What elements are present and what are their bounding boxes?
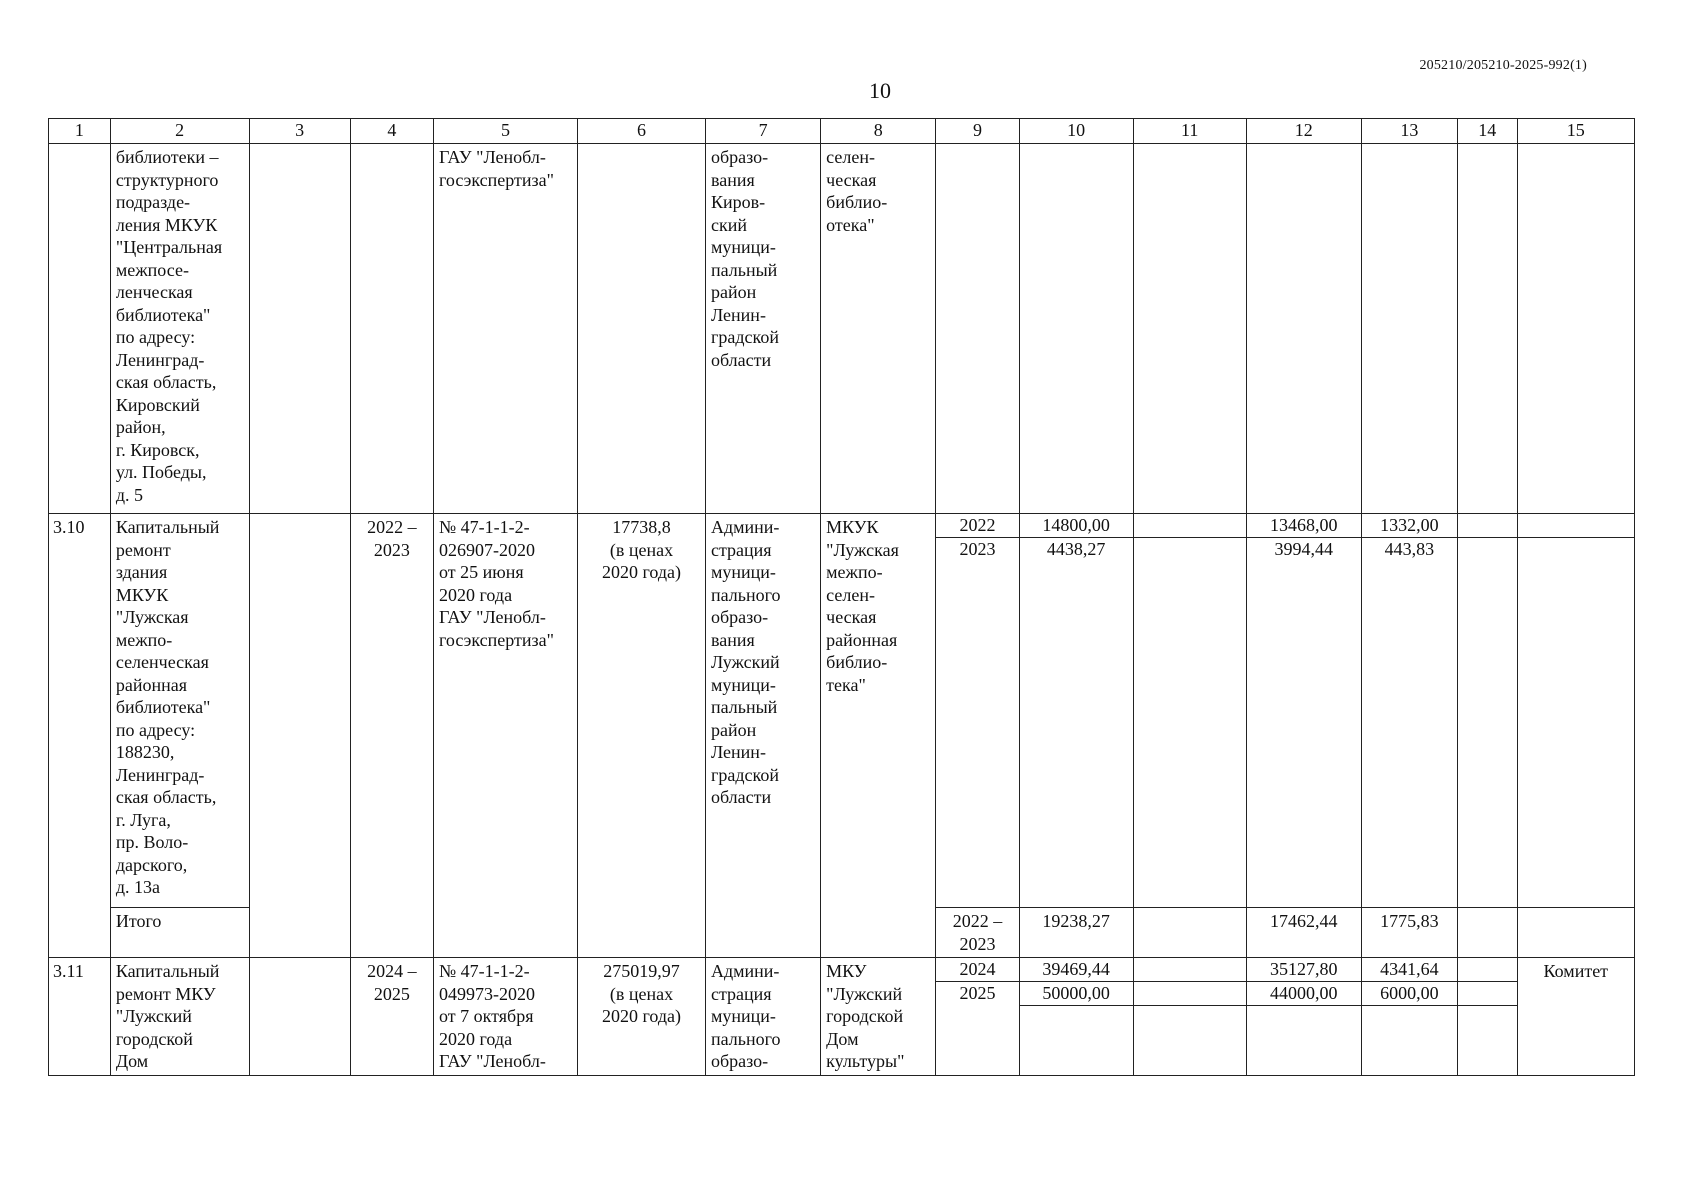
row-number: 3.10 [49,514,111,958]
empty-cell [249,958,350,1076]
col11-line [1134,958,1246,982]
row-number: 3.11 [49,958,111,1076]
program-table [48,118,1635,1076]
col12-cell [1246,958,1361,1076]
year-value: 2022 [936,514,1018,538]
column-header-14: 14 [1457,119,1517,144]
col14-cell [1457,908,1517,958]
cost-cell: 275019,97 (в ценах 2020 года) [577,958,705,1076]
col11-cell [1133,958,1246,1076]
object-name: библиотеки – структурного подразде- ления МКУК "Центральная межпосе- ленческая библиотека" по адресу: Ленинград- ская область, Кировский район, г. Кировск, ул. Победы, д. 5 [110,144,249,514]
col12-value: 44000,00 [1247,982,1361,1006]
col14-line [1458,514,1517,538]
col13-cell [1361,144,1457,514]
total-value: 50000,00 [1020,982,1133,1006]
col12-cell [1246,514,1361,908]
expertise-cell: № 47-1-1-2- 049973-2020 от 7 октября 2020 года ГАУ "Ленобл- [434,958,578,1076]
recipient-cell: селен- ческая библио- отека" [821,144,936,514]
recipient-cell: МКУ "Лужский городской Дом культуры" [821,958,936,1076]
total-cell [1019,958,1133,1076]
col12-value: 35127,80 [1247,958,1361,982]
total-sum: 19238,27 [1019,908,1133,958]
year-cell [936,514,1019,908]
year-cell [936,958,1019,1076]
total-col13: 1775,83 [1361,908,1457,958]
total-col12: 17462,44 [1246,908,1361,958]
year-value: 2023 [959,539,996,559]
col11-line [1134,982,1246,1006]
customer-cell: Админи- страция муници- пального образо- [705,958,820,1076]
col14-line [1458,958,1517,982]
col15-cell [1517,908,1634,958]
column-header-3: 3 [249,119,350,144]
column-header-11: 11 [1133,119,1246,144]
total-value: 4438,27 [1046,539,1106,559]
column-header-15: 15 [1517,119,1634,144]
document-reference: 205210/205210-2025-992(1) [1419,58,1587,73]
year-value: 2024 [936,958,1018,982]
table-row-3-10 [49,514,1635,908]
col15-cell: Комитет [1517,958,1634,1076]
year-value: 2025 [959,983,996,1003]
column-header-9: 9 [936,119,1019,144]
col13-value: 6000,00 [1362,982,1457,1006]
col14-cell [1457,514,1517,908]
customer-cell: Админи- страция муници- пального образо- вания Лужский муници- пальный район Ленин- градской области [705,514,820,958]
expertise-cell: ГАУ "Ленобл- госэкспертиза" [434,144,578,514]
col11-cell [1133,144,1246,514]
col13-value: 1332,00 [1362,514,1457,538]
col14-cell [1457,958,1517,1076]
col13-cell [1361,958,1457,1076]
col14-cell [1457,144,1517,514]
column-header-10: 10 [1019,119,1133,144]
object-name: Капитальный ремонт здания МКУК "Лужская межпо- селенческая районная библиотека" по адресу: 188230, Ленинград- ская область, г. Луга, пр. Воло- дарского, д. 13а [110,514,249,908]
col11-cell [1133,908,1246,958]
col13-cell [1361,514,1457,908]
column-header-6: 6 [577,119,705,144]
col14-line [1458,982,1517,1006]
col13-value: 443,83 [1384,539,1435,559]
empty-cell [249,514,350,958]
column-header-8: 8 [821,119,936,144]
cost-cell [577,144,705,514]
column-header-7: 7 [705,119,820,144]
column-header-2: 2 [110,119,249,144]
column-header-13: 13 [1361,119,1457,144]
total-value: 39469,44 [1020,958,1133,982]
col15-cell [1517,514,1634,908]
expertise-cell: № 47-1-1-2- 026907-2020 от 25 июня 2020 года ГАУ "Ленобл- госэкспертиза" [434,514,578,958]
total-period: 2022 – 2023 [936,908,1019,958]
column-header-5: 5 [434,119,578,144]
col15-line [1518,514,1634,538]
col11-cell [1133,514,1246,908]
total-cell [1019,514,1133,908]
col15-cell [1517,144,1634,514]
column-header-12: 12 [1246,119,1361,144]
period-cell: 2022 – 2023 [350,514,433,958]
customer-cell: образо- вания Киров- ский муници- пальный район Ленин- градской области [705,144,820,514]
year-cell [936,144,1019,514]
col11-line [1134,514,1246,538]
total-label: Итого [110,908,249,958]
table-row-3-11 [49,958,1635,1076]
period-cell [350,144,433,514]
column-header-4: 4 [350,119,433,144]
col12-value: 3994,44 [1274,539,1334,559]
total-cell [1019,144,1133,514]
cost-cell: 17738,8 (в ценах 2020 года) [577,514,705,958]
column-header-1: 1 [49,119,111,144]
recipient-cell: МКУК "Лужская межпо- селен- ческая районная библио- тека" [821,514,936,958]
col13-value: 4341,64 [1362,958,1457,982]
object-name: Капитальный ремонт МКУ "Лужский городской Дом [110,958,249,1076]
col12-value: 13468,00 [1247,514,1361,538]
table-row-continued [49,144,1635,514]
empty-cell [249,144,350,514]
col12-cell [1246,144,1361,514]
column-number-row [49,119,1635,144]
row-number [49,144,111,514]
period-cell: 2024 – 2025 [350,958,433,1076]
page-number: 10 [869,78,891,103]
total-value: 14800,00 [1020,514,1133,538]
